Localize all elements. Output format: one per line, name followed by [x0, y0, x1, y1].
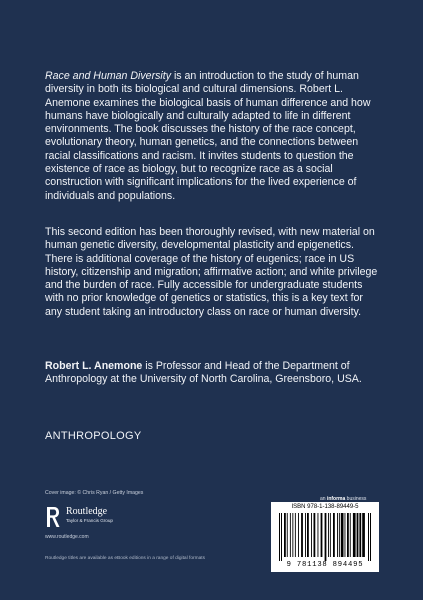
description-paragraph-1: [45, 70, 380, 203]
author-bio: [45, 360, 380, 387]
description-paragraph-1-text: is an introduction to the study of human diversity in both its biological and cultural dimensions. Robert L. Anemone examines the biological basis of human difference and how humans have biologically and culturally adapted to life in different environments. The book discusses the history of the race concept, evolutionary theory, human genetics, and the connections between racial classifications and racism. It invites students to question the existence of race as biology, but to recognize race as a social construction with significant implications for the lived experience of individuals and populations.: [45, 70, 371, 202]
publisher-name: Routledge: [66, 506, 108, 517]
informa-suffix: business: [345, 496, 367, 502]
ebook-availability-note: Routledge titles are available as eBook editions in a range of digital formats: [45, 556, 205, 561]
isbn-number: ISBN 978-1-138-89449-5: [291, 504, 359, 510]
description-paragraph-2: This second edition has been thoroughly revised, with new material on human genetic diversity, developmental plasticity and epigenetics. There is additional coverage of the history of eugenics; race in US history, citizenship and migration; affirmative action; and white privilege and the burden of race. Fully accessible for undergraduate students with no prior knowledge of genetics or statistics, this is a key text for any student taking an introductory class on race or human diversity.: [45, 226, 378, 318]
publisher-url[interactable]: www.routledge.com: [45, 534, 89, 540]
publisher-logo-block: [45, 506, 195, 536]
publisher-subtitle: Taylor & Francis Group: [66, 518, 113, 523]
barcode-icon: [277, 513, 373, 561]
informa-brand: informa: [326, 496, 346, 502]
informa-prefix: an: [320, 496, 327, 502]
author-bio-text: is Professor and Head of the Department of Anthropology at the University of North Carolina, Greensboro, USA.: [45, 360, 362, 386]
author-name: Robert L. Anemone: [45, 360, 143, 372]
isbn-barcode: [271, 502, 379, 572]
subject-category: ANTHROPOLOGY: [45, 430, 142, 442]
routledge-logo-icon: [45, 506, 61, 528]
book-title-italic: Race and Human Diversity: [45, 70, 171, 82]
barcode-digits: 9 781138 894495: [286, 561, 364, 569]
cover-image-credit: Cover image: © Chris Ryan / Getty Images: [45, 490, 144, 496]
